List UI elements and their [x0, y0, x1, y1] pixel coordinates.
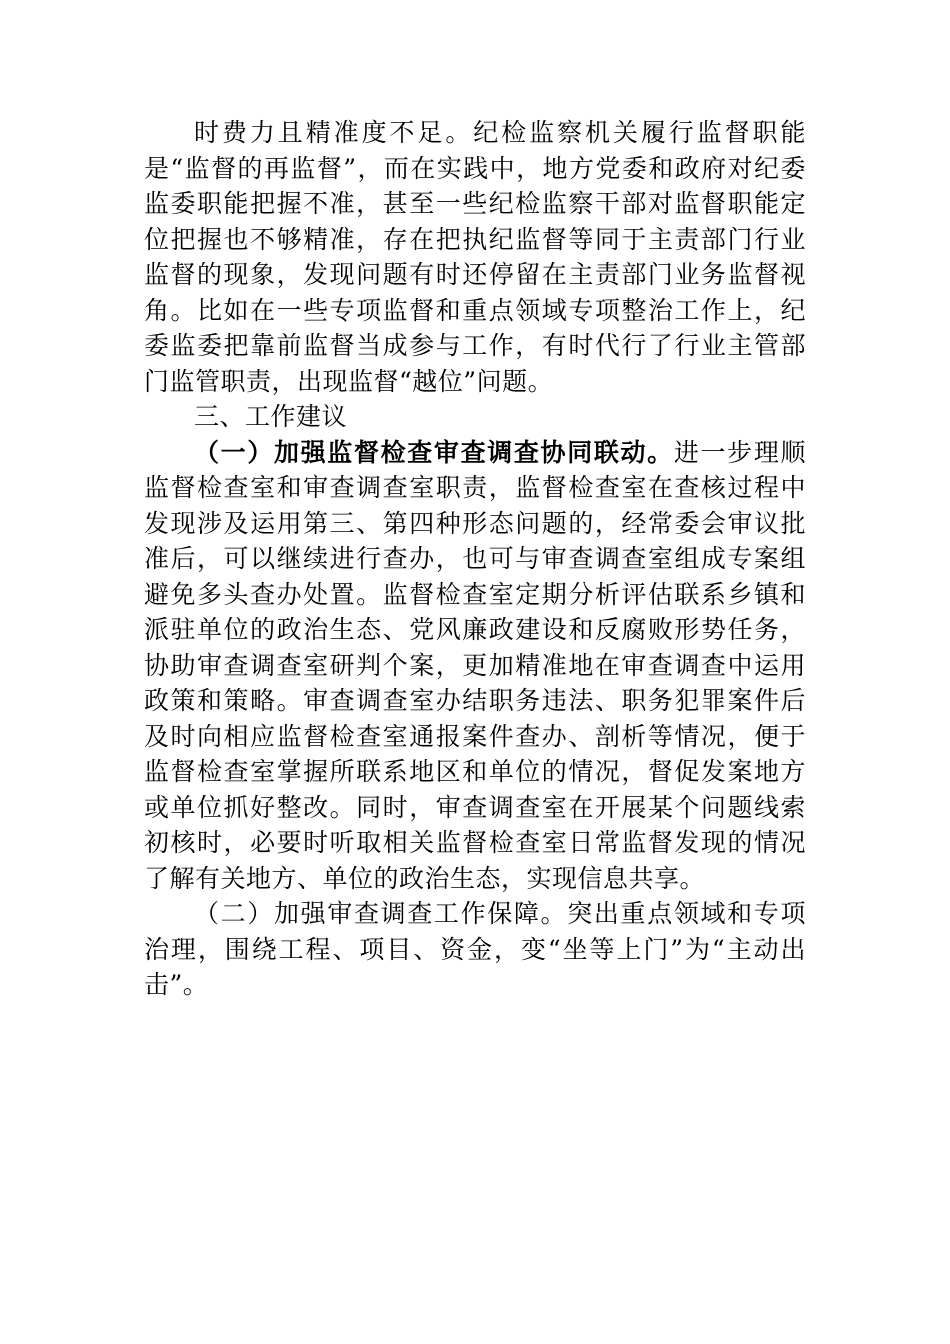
document-page: [144, 115, 806, 1003]
section-heading-work-suggestions: 三、工作建议: [194, 402, 348, 431]
paragraph-coordination-lead: （一）加强监督检查审查调查协同联动。: [194, 437, 674, 467]
paragraph-supervision-offside: 时费力且精准度不足。纪检监察机关履行监督职能是“监督的再监督”，而在实践中，地方党委和政府对纪委监委职能把握不准，甚至一些纪检监察干部对监督职能定位把握也不够精准，存在把执纪监督等同于主责部门行业监督的现象，发现问题有时还停留在主责部门业务监督视角。比如在一些专项监督和重点领域专项整治工作上，纪委监委把靠前监督当成参与工作，有时代行了行业主管部门监管职责，出现监督“越位”问题。: [144, 118, 806, 396]
paragraph-investigation-support: [144, 896, 806, 1003]
paragraph-investigation-support-body: 突出重点领域和专项治理，围绕工程、项目、资金，变“坐等上门”为“主动出击”。: [144, 899, 806, 999]
paragraph-investigation-support-lead: （二）加强审查调查工作保障。: [194, 899, 568, 928]
paragraph-coordination: [144, 435, 806, 897]
paragraph-coordination-body: 进一步理顺监督检查室和审查调查室职责，监督检查室在查核过程中发现涉及运用第三、第四种形态问题的，经常委会审议批准后，可以继续进行查办，也可与审查调查室组成专案组避免多头查办处置。监督检查室定期分析评估联系乡镇和派驻单位的政治生态、党风廉政建设和反腐败形势任务，协助审查调查室研判个案，更加精准地在审查调查中运用政策和策略。审查调查室办结职务违法、职务犯罪案件后及时向相应监督检查室通报案件查办、剖析等情况，便于监督检查室掌握所联系地区和单位的情况，督促发案地方或单位抓好整改。同时，审查调查室在开展某个问题线索初核时，必要时听取相关监督检查室日常监督发现的情况了解有关地方、单位的政治生态，实现信息共享。: [144, 437, 806, 893]
